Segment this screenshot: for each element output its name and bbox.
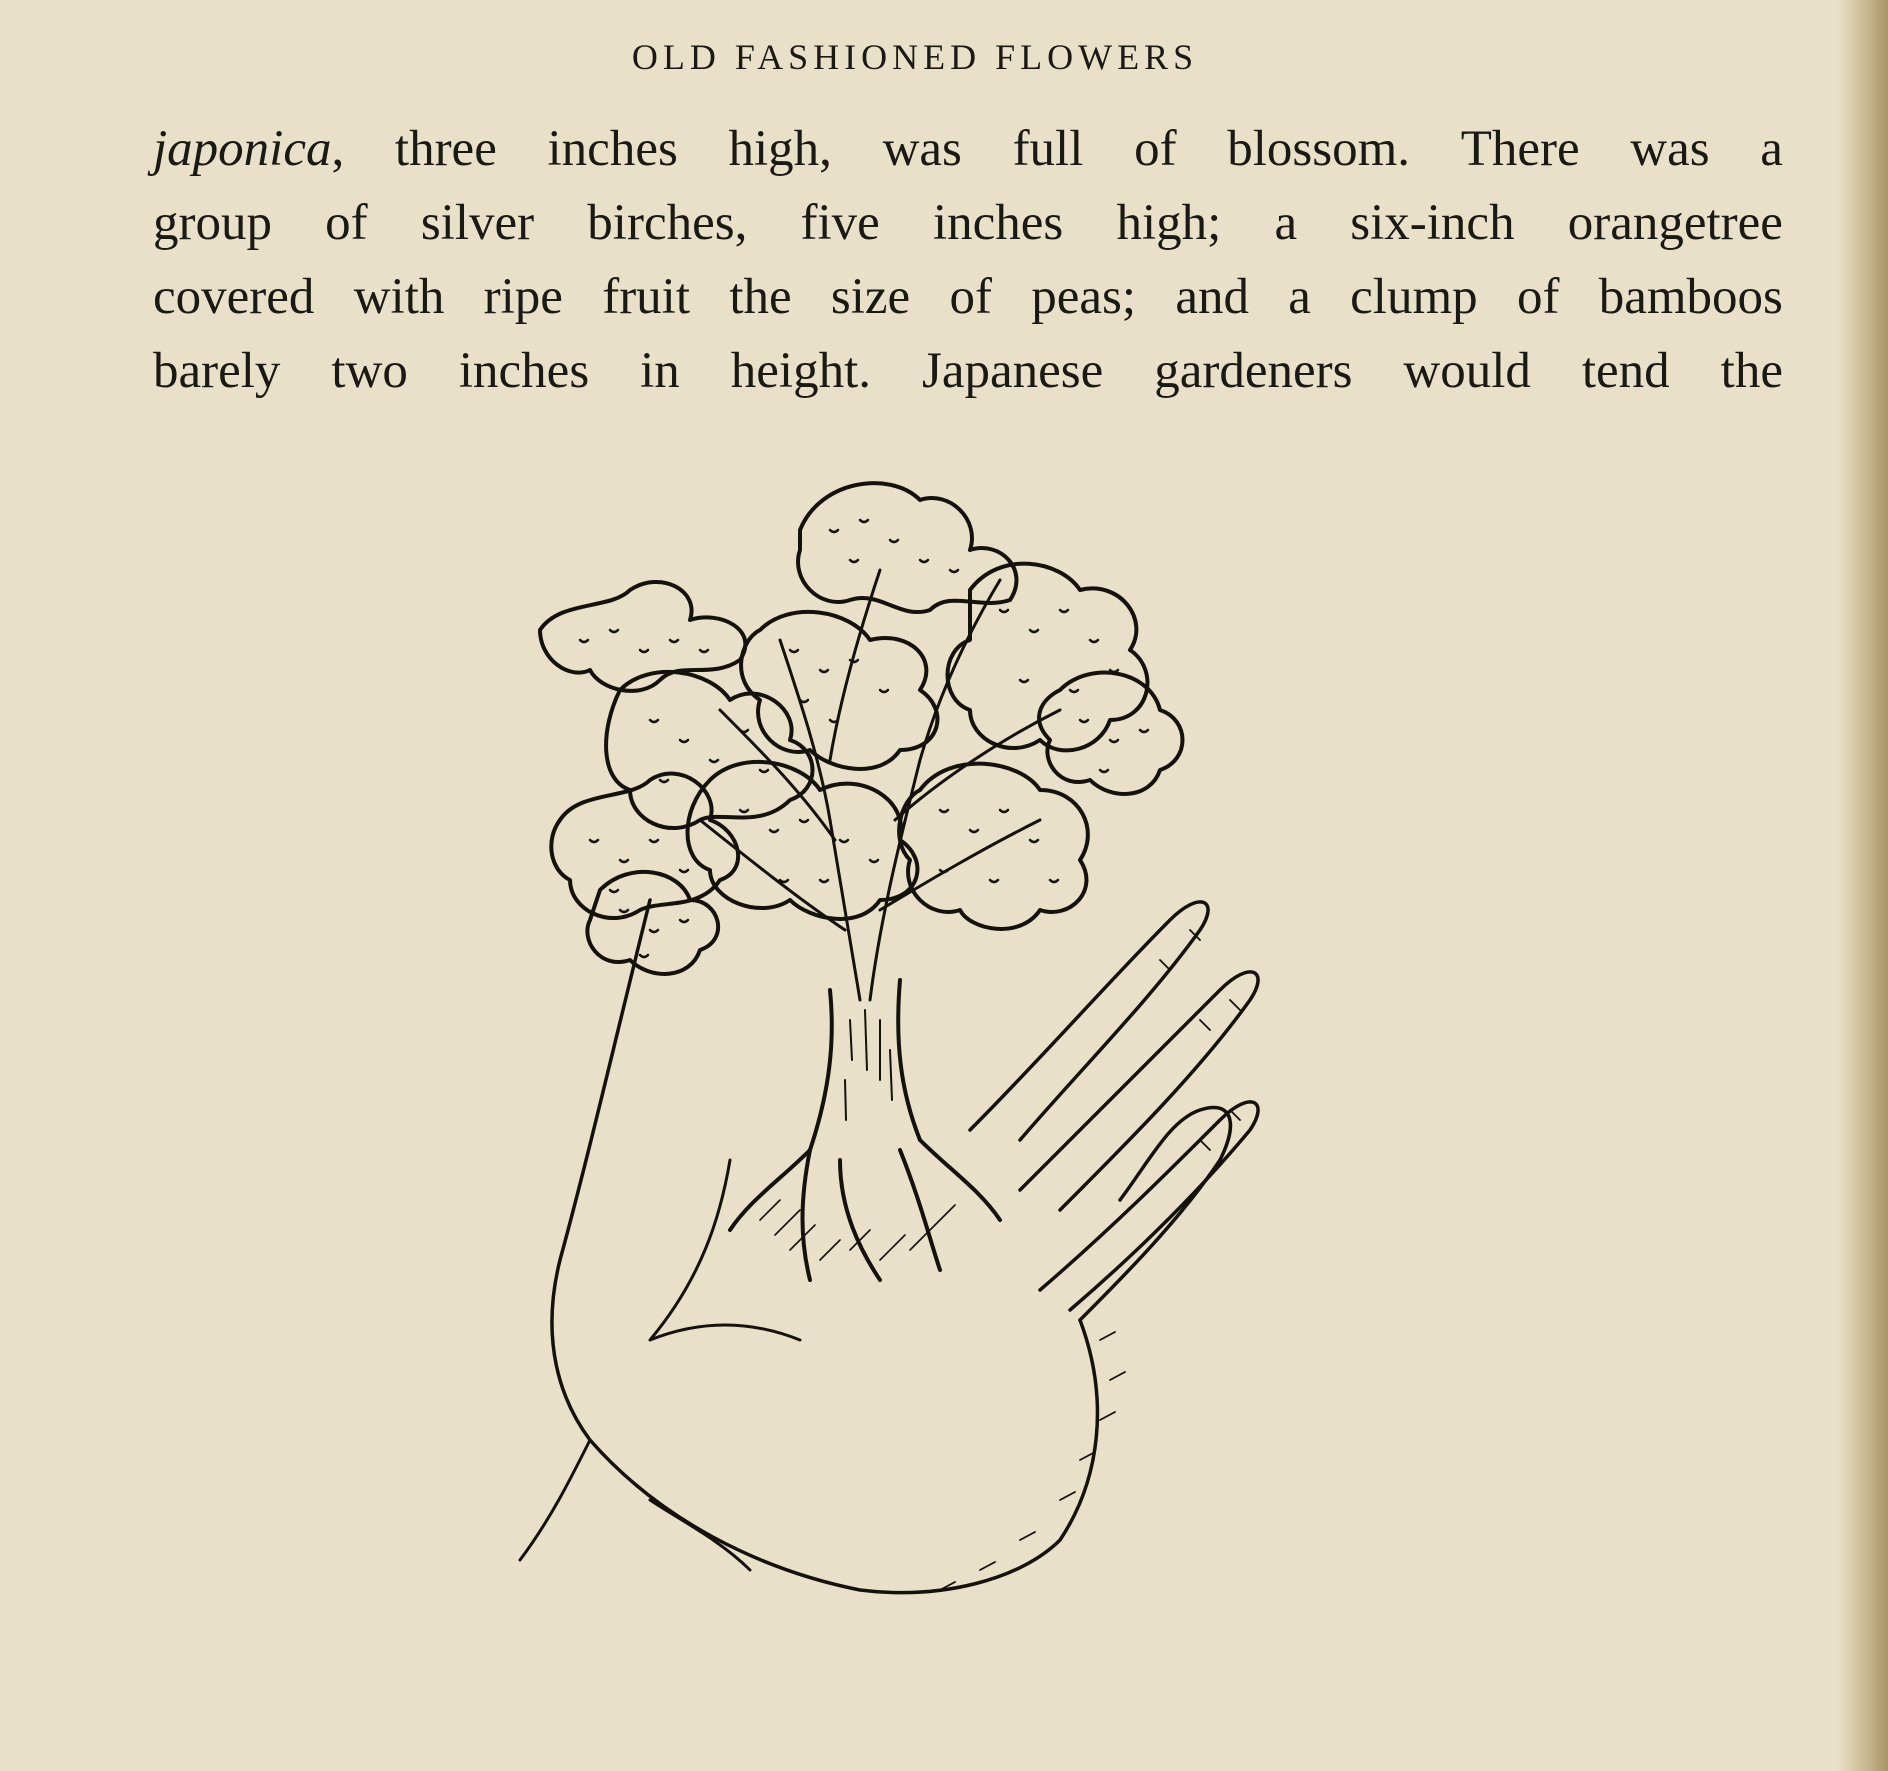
- running-head: OLD FASHIONED FLOWERS: [631, 37, 1199, 77]
- word: and: [1175, 269, 1249, 325]
- word: inches: [547, 121, 678, 177]
- body-text: [153, 112, 1783, 408]
- word: high;: [1116, 195, 1222, 251]
- hand-outline: [552, 900, 1097, 1593]
- word: covered: [153, 269, 315, 325]
- word: clump: [1350, 269, 1478, 325]
- word: two: [331, 343, 408, 399]
- foliage-cluster-bottom-left: [587, 872, 718, 974]
- word: of: [949, 269, 992, 325]
- word: inches: [458, 343, 590, 399]
- word: birches,: [587, 195, 748, 251]
- foliage-stipple: [580, 520, 1148, 957]
- word: full: [1012, 121, 1084, 177]
- wrist-lines: [520, 1440, 750, 1570]
- word: of: [1516, 269, 1560, 325]
- word: five: [800, 195, 880, 251]
- word: of: [325, 195, 368, 251]
- word: height.: [730, 343, 872, 399]
- page-gutter-shadow: [1838, 0, 1888, 1771]
- foliage-cluster-center: [741, 612, 937, 769]
- word: peas;: [1031, 269, 1137, 325]
- trunk-texture: [845, 1010, 892, 1120]
- foliage-cluster-lower-center: [688, 762, 918, 919]
- word: high,: [728, 121, 832, 177]
- word: in: [640, 343, 680, 399]
- word: would: [1403, 343, 1531, 399]
- tree-trunk: [810, 980, 920, 1150]
- word: was: [882, 121, 962, 177]
- word: a: [1288, 269, 1311, 325]
- foliage-cluster-lower-left: [551, 774, 738, 919]
- word: a: [1274, 195, 1298, 251]
- word: fruit: [602, 269, 691, 325]
- word: blossom.: [1227, 121, 1411, 177]
- word: japonica,: [153, 121, 345, 177]
- word: bamboos: [1598, 269, 1783, 325]
- word: silver: [420, 195, 535, 251]
- word: inches: [932, 195, 1064, 251]
- word: ripe: [483, 269, 563, 325]
- word: of: [1134, 121, 1177, 177]
- word: six-inch: [1350, 195, 1515, 251]
- thumb: [1080, 1107, 1230, 1320]
- word: size: [830, 269, 911, 325]
- text-line: [153, 260, 1783, 334]
- finger-1: [970, 902, 1208, 1140]
- text-line: [153, 186, 1783, 260]
- foliage-cluster-right: [948, 564, 1148, 751]
- word: tend: [1581, 343, 1670, 399]
- word: group: [153, 195, 272, 251]
- text-line: [153, 112, 1783, 186]
- word: the: [729, 269, 792, 325]
- word: orangetree: [1567, 195, 1783, 251]
- word: Japanese: [921, 343, 1104, 399]
- foliage-cluster-lower-right: [899, 764, 1088, 929]
- word: the: [1720, 343, 1783, 399]
- word: with: [353, 269, 445, 325]
- hand-palm-crease: [650, 1160, 800, 1340]
- word: gardeners: [1154, 343, 1353, 399]
- finger-3: [1040, 1102, 1258, 1310]
- word: was: [1630, 121, 1710, 177]
- word: barely: [153, 343, 281, 399]
- word: three: [394, 121, 497, 177]
- hand-holding-bonsai-illustration: [500, 460, 1400, 1680]
- foliage-cluster-top: [798, 483, 1016, 612]
- word: a: [1760, 121, 1783, 177]
- foliage-cluster-far-right: [1039, 673, 1182, 794]
- hand-shading: [940, 930, 1240, 1590]
- text-line: [153, 334, 1783, 408]
- word: There: [1460, 121, 1580, 177]
